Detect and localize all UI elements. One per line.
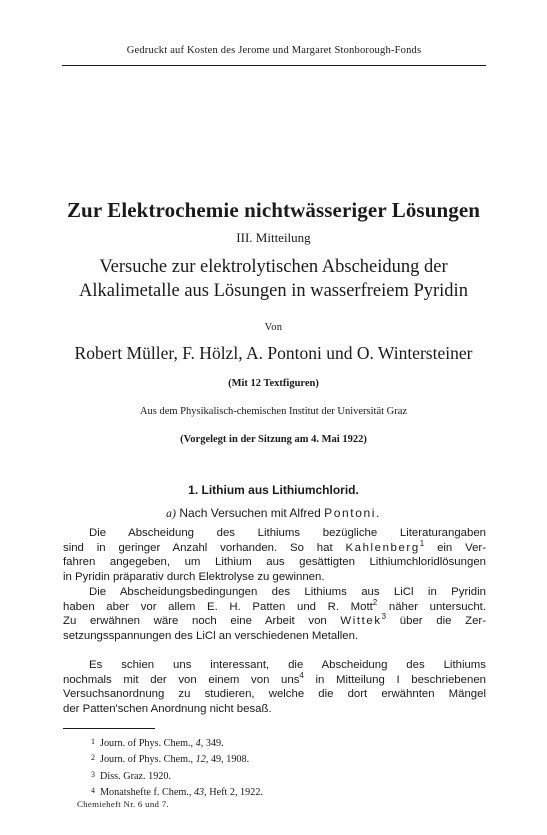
footnotes [91, 735, 263, 801]
footnote-ref: 3 [381, 612, 387, 622]
paragraph-line: in Pyridin präparativ durch Elektrolyse zu gewinnen. [63, 570, 325, 583]
footnote-ref: 4 [299, 670, 304, 680]
footnote-ref: 1 [419, 538, 425, 548]
footnote [91, 768, 263, 784]
paragraph-line: fahren angegeben, um Lithium aus gesättigten Lithiumchloridlösungen [63, 556, 486, 569]
footnote-rule [63, 728, 155, 729]
text-run: nochmals mit der von einem von uns [63, 673, 300, 686]
text-run: über die Zer- [386, 615, 486, 628]
text-run: näher untersucht. [377, 600, 486, 613]
paragraph-2 [63, 585, 486, 643]
authors: Robert Müller, F. Hölzl, A. Pontoni und O. Wintersteiner [74, 343, 473, 363]
paragraph-line [63, 614, 486, 629]
paragraph-line: Die Abscheidungsbedingungen des Lithiums aus LiCl in Pyridin [89, 586, 486, 598]
cited-author: Wittek [340, 615, 382, 628]
subsection-heading [0, 506, 547, 521]
footnote-text: Diss. Graz. 1920. [100, 770, 172, 782]
text-run: in Mitteilung I beschriebenen [303, 673, 486, 686]
byline-von: Von [264, 322, 283, 333]
paragraph-line [63, 597, 486, 615]
footnote-volume: 4 [195, 738, 201, 749]
paragraph-line [63, 538, 487, 556]
figure-count: (Mit 12 Textfiguren) [228, 378, 319, 389]
paragraph-line: Die Abscheidung des Lithiums bezügliche Literaturangaben [89, 527, 486, 539]
footnote-number: 4 [91, 786, 95, 796]
presented-date: (Vorgelegt in der Sitzung am 4. Mai 1922) [180, 434, 367, 445]
footnote-number: 2 [91, 753, 95, 763]
institute: Aus dem Physikalisch-chemischen Institut der Universität Graz [139, 406, 408, 417]
footnote-number: 1 [91, 737, 95, 746]
footnote-text: , 49, 1908. [205, 754, 250, 766]
paragraph-line: setzungsspannungen des LiCl an verschiedenen Metallen. [63, 629, 359, 642]
footnote-ref: 2 [372, 597, 378, 607]
paragraph-line: Versuchsanordnung zu studieren, welche die dort erwähnten Mängel [63, 688, 486, 701]
section-heading: 1. Lithium aus Lithiumchlorid. [188, 483, 359, 497]
signature-note: Chemieheft Nr. 6 und 7. [77, 799, 169, 809]
header-rule [62, 65, 486, 66]
article-title: Zur Elektrochemie nichtwässeriger Lösungen [66, 198, 481, 222]
footnote [91, 751, 263, 767]
paragraph-line: Es schien uns interessant, die Abscheidung des Lithiums [89, 659, 486, 671]
subtitle-line-1: Versuche zur elektrolytischen Abscheidung der [99, 257, 448, 277]
footnote-text: Monatshefte f. Chem., [100, 787, 194, 799]
text-run: haben aber vor allem E. H. Patten und R. Mott [63, 600, 373, 613]
subtitle-line-2: Alkalimetalle aus Lösungen in wasserfreiem Pyridin [79, 281, 468, 301]
text-run: sind in geringer Anzahl vorhanden. So hat [63, 541, 346, 554]
footnote-text: , Heft 2, 1922. [204, 787, 263, 799]
subsection-letter: a) [166, 506, 177, 520]
part-label: III. Mitteilung [236, 230, 311, 245]
text-run: Zu erwähnen wäre noch eine Arbeit von [63, 615, 341, 628]
paragraph-line [63, 670, 486, 688]
footnote [91, 735, 263, 751]
footnote-volume: 43 [193, 787, 205, 799]
paragraph-line: der Patten'schen Anordnung nicht besaß. [63, 702, 272, 715]
subsection-name: Pontoni. [324, 506, 381, 520]
footnote-number: 3 [91, 769, 95, 779]
footnote-volume: 12 [195, 754, 206, 766]
cited-author: Kahlenberg [345, 541, 420, 554]
footnote-text: Journ. of Phys. Chem., [100, 738, 196, 749]
text-run: ein Ver- [424, 541, 487, 554]
paragraph-3 [63, 658, 486, 716]
footnote-text: , 349. [200, 738, 224, 749]
subsection-text: Nach Versuchen mit Alfred [179, 506, 321, 520]
paragraph-1 [63, 526, 486, 584]
footnote-text: Journ. of Phys. Chem., [100, 754, 196, 766]
funding-note: Gedruckt auf Kosten des Jerome und Margaret Stonborough-Fonds [126, 45, 422, 56]
